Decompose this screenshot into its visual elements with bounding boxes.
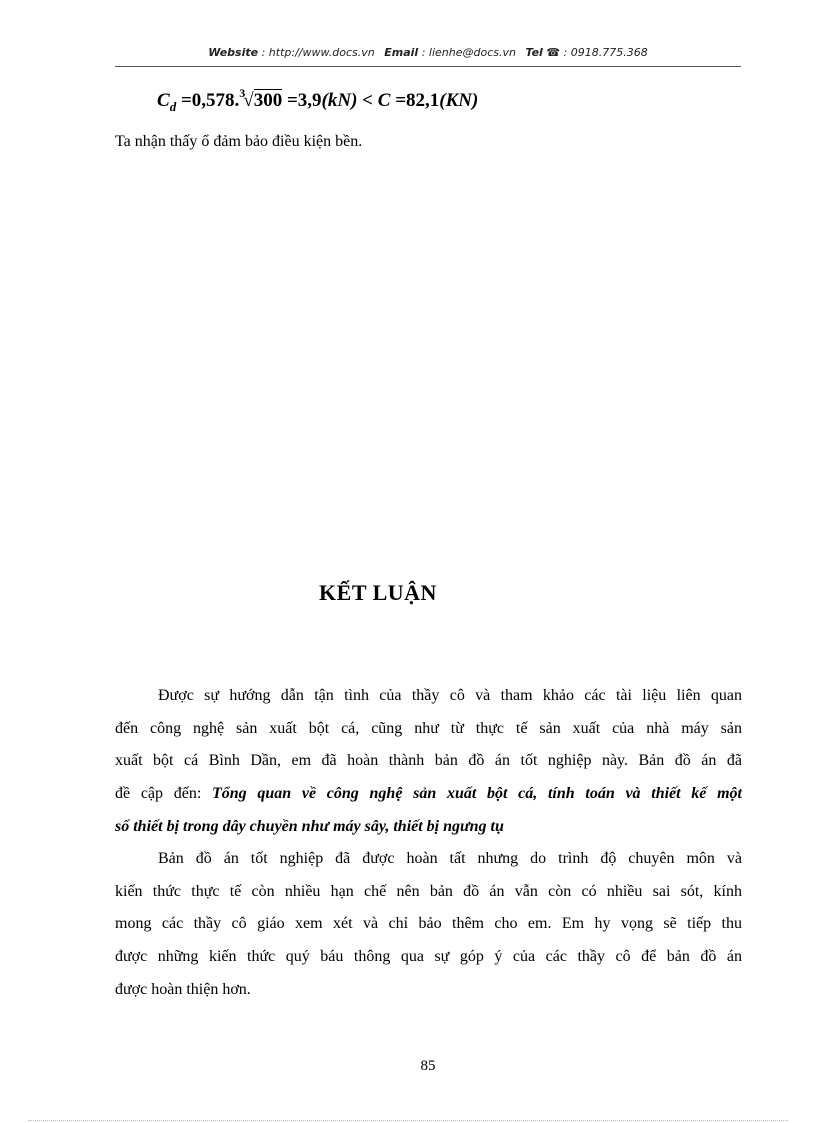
radical-sign-icon: √ — [243, 90, 254, 111]
formula-lhs-sub: d — [169, 99, 177, 114]
paragraph-line: mong các thầy cô giáo xem xét và chỉ bảo thêm cho em. Em hy vọng sẽ tiếp thu — [115, 915, 742, 933]
email-value[interactable]: : lienhe@docs.vn — [421, 46, 516, 59]
tel-value: : 0918.775.368 — [563, 46, 648, 59]
conclusion-paragraph-2 — [115, 843, 742, 1006]
emphasized-text: số thiết bị trong dây chuyền như máy sây, thiết bị ngưng tụ — [115, 817, 504, 835]
phone-icon: ☎ — [546, 46, 561, 59]
paragraph-line: Được sự hướng dẫn tận tình của thầy cô và tham khảo các tài liệu liên quan — [158, 687, 742, 704]
paragraph-text: đề cập đến: — [115, 785, 212, 803]
root-index: 3 — [239, 86, 246, 100]
page-header — [115, 46, 741, 59]
section-title: KẾT LUẬN — [319, 580, 437, 605]
cube-root — [239, 86, 283, 112]
paragraph-line: xuất bột cá Bình Dần, em đã hoàn thành bản đồ án tốt nghiệp này. Bản đồ án đã — [115, 752, 742, 770]
paragraph-line: được những kiến thức quý báu thông qua sự góp ý của các thầy cô để bản đồ án — [115, 948, 742, 966]
paragraph-line: Bản đồ án tốt nghiệp đã được hoàn tất nhưng do trình độ chuyên môn và — [158, 850, 742, 867]
website-label: Website — [208, 46, 259, 59]
formula-result: =3,9 — [286, 90, 322, 111]
emphasized-text: Tổng quan về công nghệ sản xuất bột cá, tính toán và thiết kế một — [212, 785, 743, 803]
conclusion-paragraph-1 — [115, 680, 742, 843]
radicand: 300 — [253, 90, 283, 111]
formula-rhs-var: C — [377, 90, 391, 111]
tel-label: Tel — [525, 46, 543, 59]
bearing-formula — [157, 86, 479, 114]
formula-unit1: (kN) — [321, 90, 358, 111]
paragraph-line — [115, 778, 742, 811]
website-value[interactable]: : http://www.docs.vn — [261, 46, 375, 59]
email-label: Email — [384, 46, 419, 59]
footer-divider — [28, 1120, 788, 1121]
formula-rhs-value: =82,1 — [395, 90, 440, 111]
paragraph-line: được hoàn thiện hơn. — [115, 980, 251, 998]
paragraph-line: đến công nghệ sản xuất bột cá, cũng như từ thực tế sản xuất của nhà máy sản — [115, 719, 742, 737]
formula-lhs-var: C — [157, 90, 170, 111]
formula-unit2: (KN) — [439, 90, 479, 111]
formula-coef: =0,578. — [180, 90, 240, 111]
page-number: 85 — [420, 1058, 436, 1074]
paragraph-line: kiến thức thực tế còn nhiều hạn chế nên bản đồ án vẫn còn có nhiều sai sót, kính — [115, 882, 742, 900]
body-line: Ta nhận thấy ổ đảm bảo điều kiện bền. — [115, 133, 363, 150]
header-divider — [115, 66, 741, 67]
formula-lt: < — [362, 90, 373, 111]
